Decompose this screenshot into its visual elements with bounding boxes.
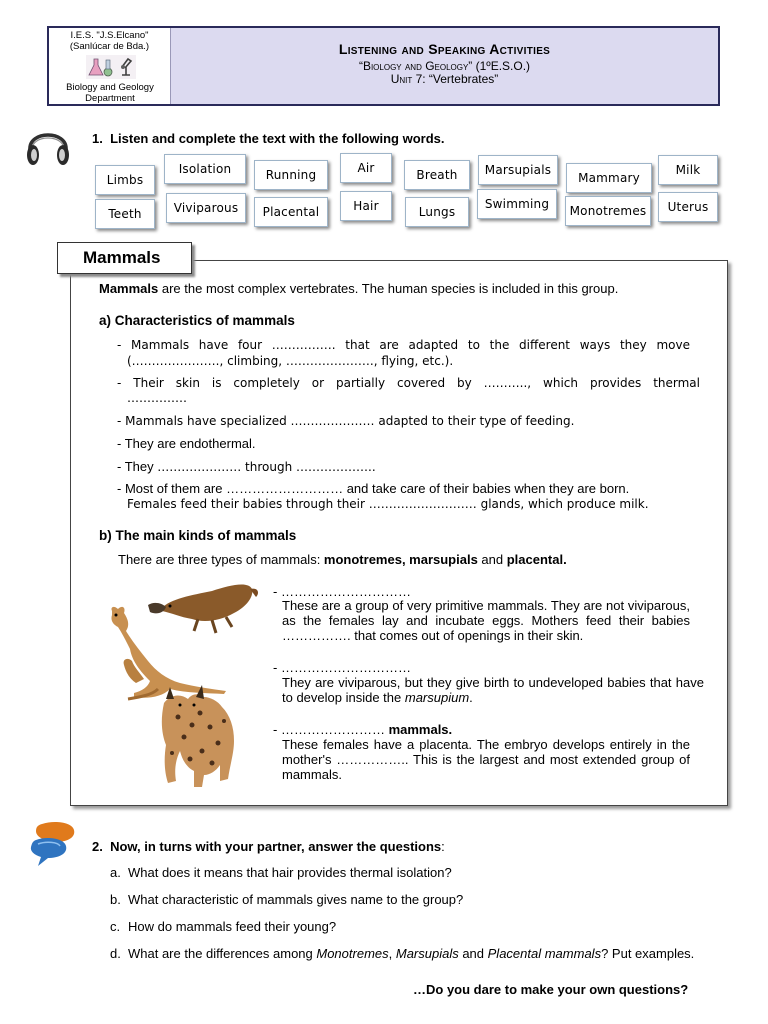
word-card: Limbs (95, 165, 155, 195)
lynx-illustration (162, 685, 234, 787)
word-card: Teeth (95, 199, 155, 229)
placental-description: These females have a placenta. The embryo develops entirely in the mother's …………….. This is the largest and most extended group of mammals. (282, 737, 690, 782)
word-card: Hair (340, 191, 392, 221)
school-panel (49, 28, 171, 104)
question-d: d. What are the differences among Monotremes, Marsupials and Placental mammals? Put examples. (110, 946, 695, 961)
word-card: Uterus (658, 192, 718, 222)
mammal-illustrations (100, 575, 260, 795)
department-name: Biology and Geology Department (66, 82, 154, 104)
marsupials-description: They are viviparous, but they give birth to undeveloped babies that have to develop inside the marsupium. (282, 675, 704, 705)
characteristic-viviparous-line1: - Most of them are ……………………… and take care of their babies when they are born. (117, 481, 630, 496)
word-card: Viviparous (166, 193, 246, 223)
characteristics-heading: a) Characteristics of mammals (99, 313, 295, 328)
characteristic-viviparous-line2: Females feed their babies through their ……………………… glands, which produce milk. (127, 497, 649, 511)
word-card: Milk (658, 155, 718, 185)
exercise-2-instruction: 2. Now, in turns with your partner, answer the questions: (92, 839, 445, 854)
school-name: I.E.S. "J.S.Elcano" (70, 30, 149, 41)
title-panel (171, 28, 718, 104)
characteristic-breath: - They ………………… through ……………….. (117, 459, 376, 474)
word-card: Lungs (405, 197, 469, 227)
word-card: Monotremes (565, 196, 651, 226)
characteristic-limbs-line2: (…………………., climbing, …………………., flying, etc.). (127, 354, 454, 368)
characteristic-skin-line2: …………… (127, 391, 187, 405)
word-card: Placental (254, 197, 328, 227)
characteristic-limbs-line1: - Mammals have four ……………. that are adapted to the different ways they move (117, 338, 690, 352)
kinds-heading: b) The main kinds of mammals (99, 528, 297, 543)
speech-bubbles-icon (30, 820, 80, 868)
placental-heading: - …………………… mammals. (273, 722, 453, 737)
kinds-intro: There are three types of mammals: monotremes, marsupials and placental. (118, 552, 567, 567)
closing-question: …Do you dare to make your own questions? (413, 982, 689, 997)
word-card: Swimming (477, 189, 557, 219)
worksheet-subject: “Biology and Geology” (1ºE.S.O.) (358, 59, 531, 73)
word-card: Mammary (566, 163, 652, 193)
mammals-box-title: Mammals (57, 242, 192, 274)
mammals-intro: Mammals are the most complex vertebrates. The human species is included in this group. (99, 281, 619, 296)
exercise-1-instruction: 1. Listen and complete the text with the following words. (92, 131, 445, 146)
question-a: a. What does it means that hair provides thermal isolation? (110, 865, 452, 880)
worksheet-header (47, 26, 720, 106)
question-c: c. How do mammals feed their young? (110, 919, 337, 934)
monotremes-blank: - ………………………… (273, 584, 411, 599)
headphones-icon (22, 120, 74, 168)
question-b: b. What characteristic of mammals gives name to the group? (110, 892, 464, 907)
platypus-illustration (148, 585, 258, 633)
worksheet-title: Listening and Speaking Activities (338, 41, 551, 57)
marsupials-blank: - ………………………… (273, 660, 411, 675)
word-card: Breath (404, 160, 470, 190)
characteristic-skin-line1: - Their skin is completely or partially covered by ……….., which provides thermal (117, 376, 700, 390)
word-card: Isolation (164, 154, 246, 184)
school-city: (Sanlúcar de Bda.) (69, 41, 150, 52)
characteristic-teeth: - Mammals have specialized ………………… adapted to their type of feeding. (117, 414, 575, 428)
word-card: Running (254, 160, 328, 190)
word-card: Air (340, 153, 392, 183)
lab-equipment-logo (86, 55, 136, 79)
word-card: Marsupials (478, 155, 558, 185)
monotremes-description: These are a group of very primitive mammals. They are not viviparous, as the females lay and incubate eggs. Mothers feed their babies ……………. that comes out of openings in their skin. (282, 598, 690, 643)
characteristic-endothermal: - They are endothermal. (117, 436, 256, 451)
worksheet-unit: Unit 7: “Vertebrates” (390, 72, 499, 86)
